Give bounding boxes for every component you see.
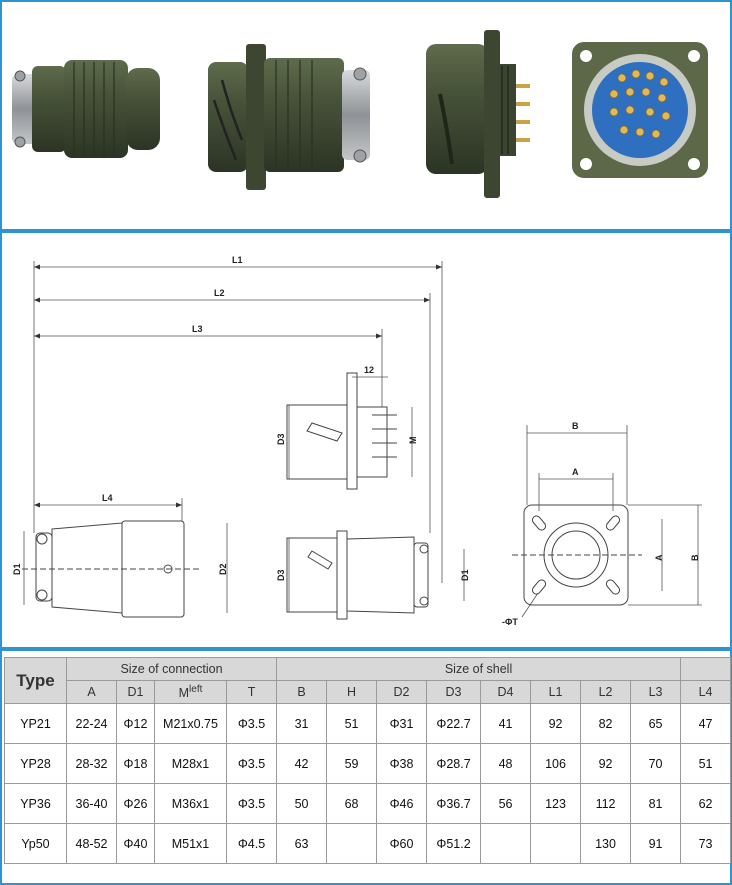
cell-l2: 130 [581, 824, 631, 864]
col-m [155, 681, 227, 704]
cell-l1 [531, 824, 581, 864]
col-d3: D3 [427, 681, 481, 704]
col-l3: L3 [631, 681, 681, 704]
table-row [5, 824, 731, 864]
col-t: T [227, 681, 277, 704]
cell-h: 59 [327, 744, 377, 784]
label-l3: L3 [192, 324, 203, 334]
connection-header: Size of connection [67, 658, 277, 681]
table-row [5, 784, 731, 824]
col-m-label: M [178, 686, 190, 701]
cell-l2: 112 [581, 784, 631, 824]
cell-d1: Φ26 [117, 784, 155, 824]
label-d3-lower: D3 [276, 569, 286, 581]
flange-front-outline [512, 505, 642, 605]
table-row [5, 744, 731, 784]
cell-a: 28-32 [67, 744, 117, 784]
col-l2: L2 [581, 681, 631, 704]
cell-d1: Φ18 [117, 744, 155, 784]
cell-b: 50 [277, 784, 327, 824]
cell-l4: 62 [681, 784, 731, 824]
cell-m: M51x1 [155, 824, 227, 864]
receptacle-side-photo [422, 24, 542, 204]
label-d1-right: D1 [460, 569, 470, 581]
col-h: H [327, 681, 377, 704]
technical-drawing-panel [0, 231, 732, 649]
cell-a: 48-52 [67, 824, 117, 864]
label-d2: D2 [218, 563, 228, 575]
col-d1: D1 [117, 681, 155, 704]
dimension-drawing [2, 233, 730, 647]
cell-l1: 123 [531, 784, 581, 824]
cell-m: M28x1 [155, 744, 227, 784]
shell-header: Size of shell [277, 658, 681, 681]
cell-l4: 51 [681, 744, 731, 784]
cell-d4: 48 [481, 744, 531, 784]
cell-d3: Φ51.2 [427, 824, 481, 864]
cell-m: M21x0.75 [155, 704, 227, 744]
cell-d2: Φ60 [377, 824, 427, 864]
col-a: A [67, 681, 117, 704]
cell-a: 36-40 [67, 784, 117, 824]
cell-h [327, 824, 377, 864]
flange-plug-photo [202, 40, 377, 190]
label-b-side: B [690, 554, 700, 561]
product-photos-panel [0, 0, 732, 231]
plug-side-outline [22, 521, 202, 617]
cell-type: YP28 [5, 744, 67, 784]
col-d4: D4 [481, 681, 531, 704]
cell-type: Yp50 [5, 824, 67, 864]
cell-l3: 65 [631, 704, 681, 744]
label-a-side: A [654, 554, 664, 561]
label-l2: L2 [214, 288, 225, 298]
cell-d1: Φ40 [117, 824, 155, 864]
spec-table-panel [0, 649, 732, 885]
col-d2: D2 [377, 681, 427, 704]
receptacle-side-outline [287, 373, 397, 489]
cell-d3: Φ28.7 [427, 744, 481, 784]
cell-l3: 81 [631, 784, 681, 824]
label-l4: L4 [102, 493, 113, 503]
cell-d1: Φ12 [117, 704, 155, 744]
cell-l2: 82 [581, 704, 631, 744]
cell-type: YP36 [5, 784, 67, 824]
col-l4: L4 [681, 681, 731, 704]
cell-l3: 70 [631, 744, 681, 784]
cell-l4: 47 [681, 704, 731, 744]
cell-d2: Φ38 [377, 744, 427, 784]
cell-d4 [481, 824, 531, 864]
label-phi-t: -ΦT [502, 617, 518, 627]
cell-d3: Φ22.7 [427, 704, 481, 744]
cell-l1: 92 [531, 704, 581, 744]
cell-l1: 106 [531, 744, 581, 784]
cell-t: Φ4.5 [227, 824, 277, 864]
type-header: Type [5, 658, 67, 704]
table-row [5, 704, 731, 744]
cell-l4: 73 [681, 824, 731, 864]
label-b-top: B [572, 421, 579, 431]
label-a-top: A [572, 467, 579, 477]
spec-table [4, 657, 731, 864]
cell-d3: Φ36.7 [427, 784, 481, 824]
cell-d2: Φ46 [377, 784, 427, 824]
cell-t: Φ3.5 [227, 744, 277, 784]
shell-header-extra [681, 658, 731, 681]
cell-b: 42 [277, 744, 327, 784]
cell-t: Φ3.5 [227, 704, 277, 744]
cell-h: 68 [327, 784, 377, 824]
label-d1-left: D1 [12, 563, 22, 575]
label-m: M [408, 436, 418, 444]
cell-d2: Φ31 [377, 704, 427, 744]
cell-type: YP21 [5, 704, 67, 744]
mated-connector-outline [287, 531, 428, 619]
label-12: 12 [364, 365, 375, 375]
cell-l3: 91 [631, 824, 681, 864]
cell-d4: 41 [481, 704, 531, 744]
col-b: B [277, 681, 327, 704]
col-l1: L1 [531, 681, 581, 704]
label-d3-upper: D3 [276, 433, 286, 445]
cell-h: 51 [327, 704, 377, 744]
col-m-sub: left [189, 683, 203, 695]
label-l1: L1 [232, 255, 243, 265]
cable-plug-photo [6, 42, 166, 182]
cell-b: 31 [277, 704, 327, 744]
cell-b: 63 [277, 824, 327, 864]
cell-l2: 92 [581, 744, 631, 784]
cell-m: M36x1 [155, 784, 227, 824]
cell-a: 22-24 [67, 704, 117, 744]
cell-d4: 56 [481, 784, 531, 824]
receptacle-front-photo [570, 40, 710, 180]
cell-t: Φ3.5 [227, 784, 277, 824]
